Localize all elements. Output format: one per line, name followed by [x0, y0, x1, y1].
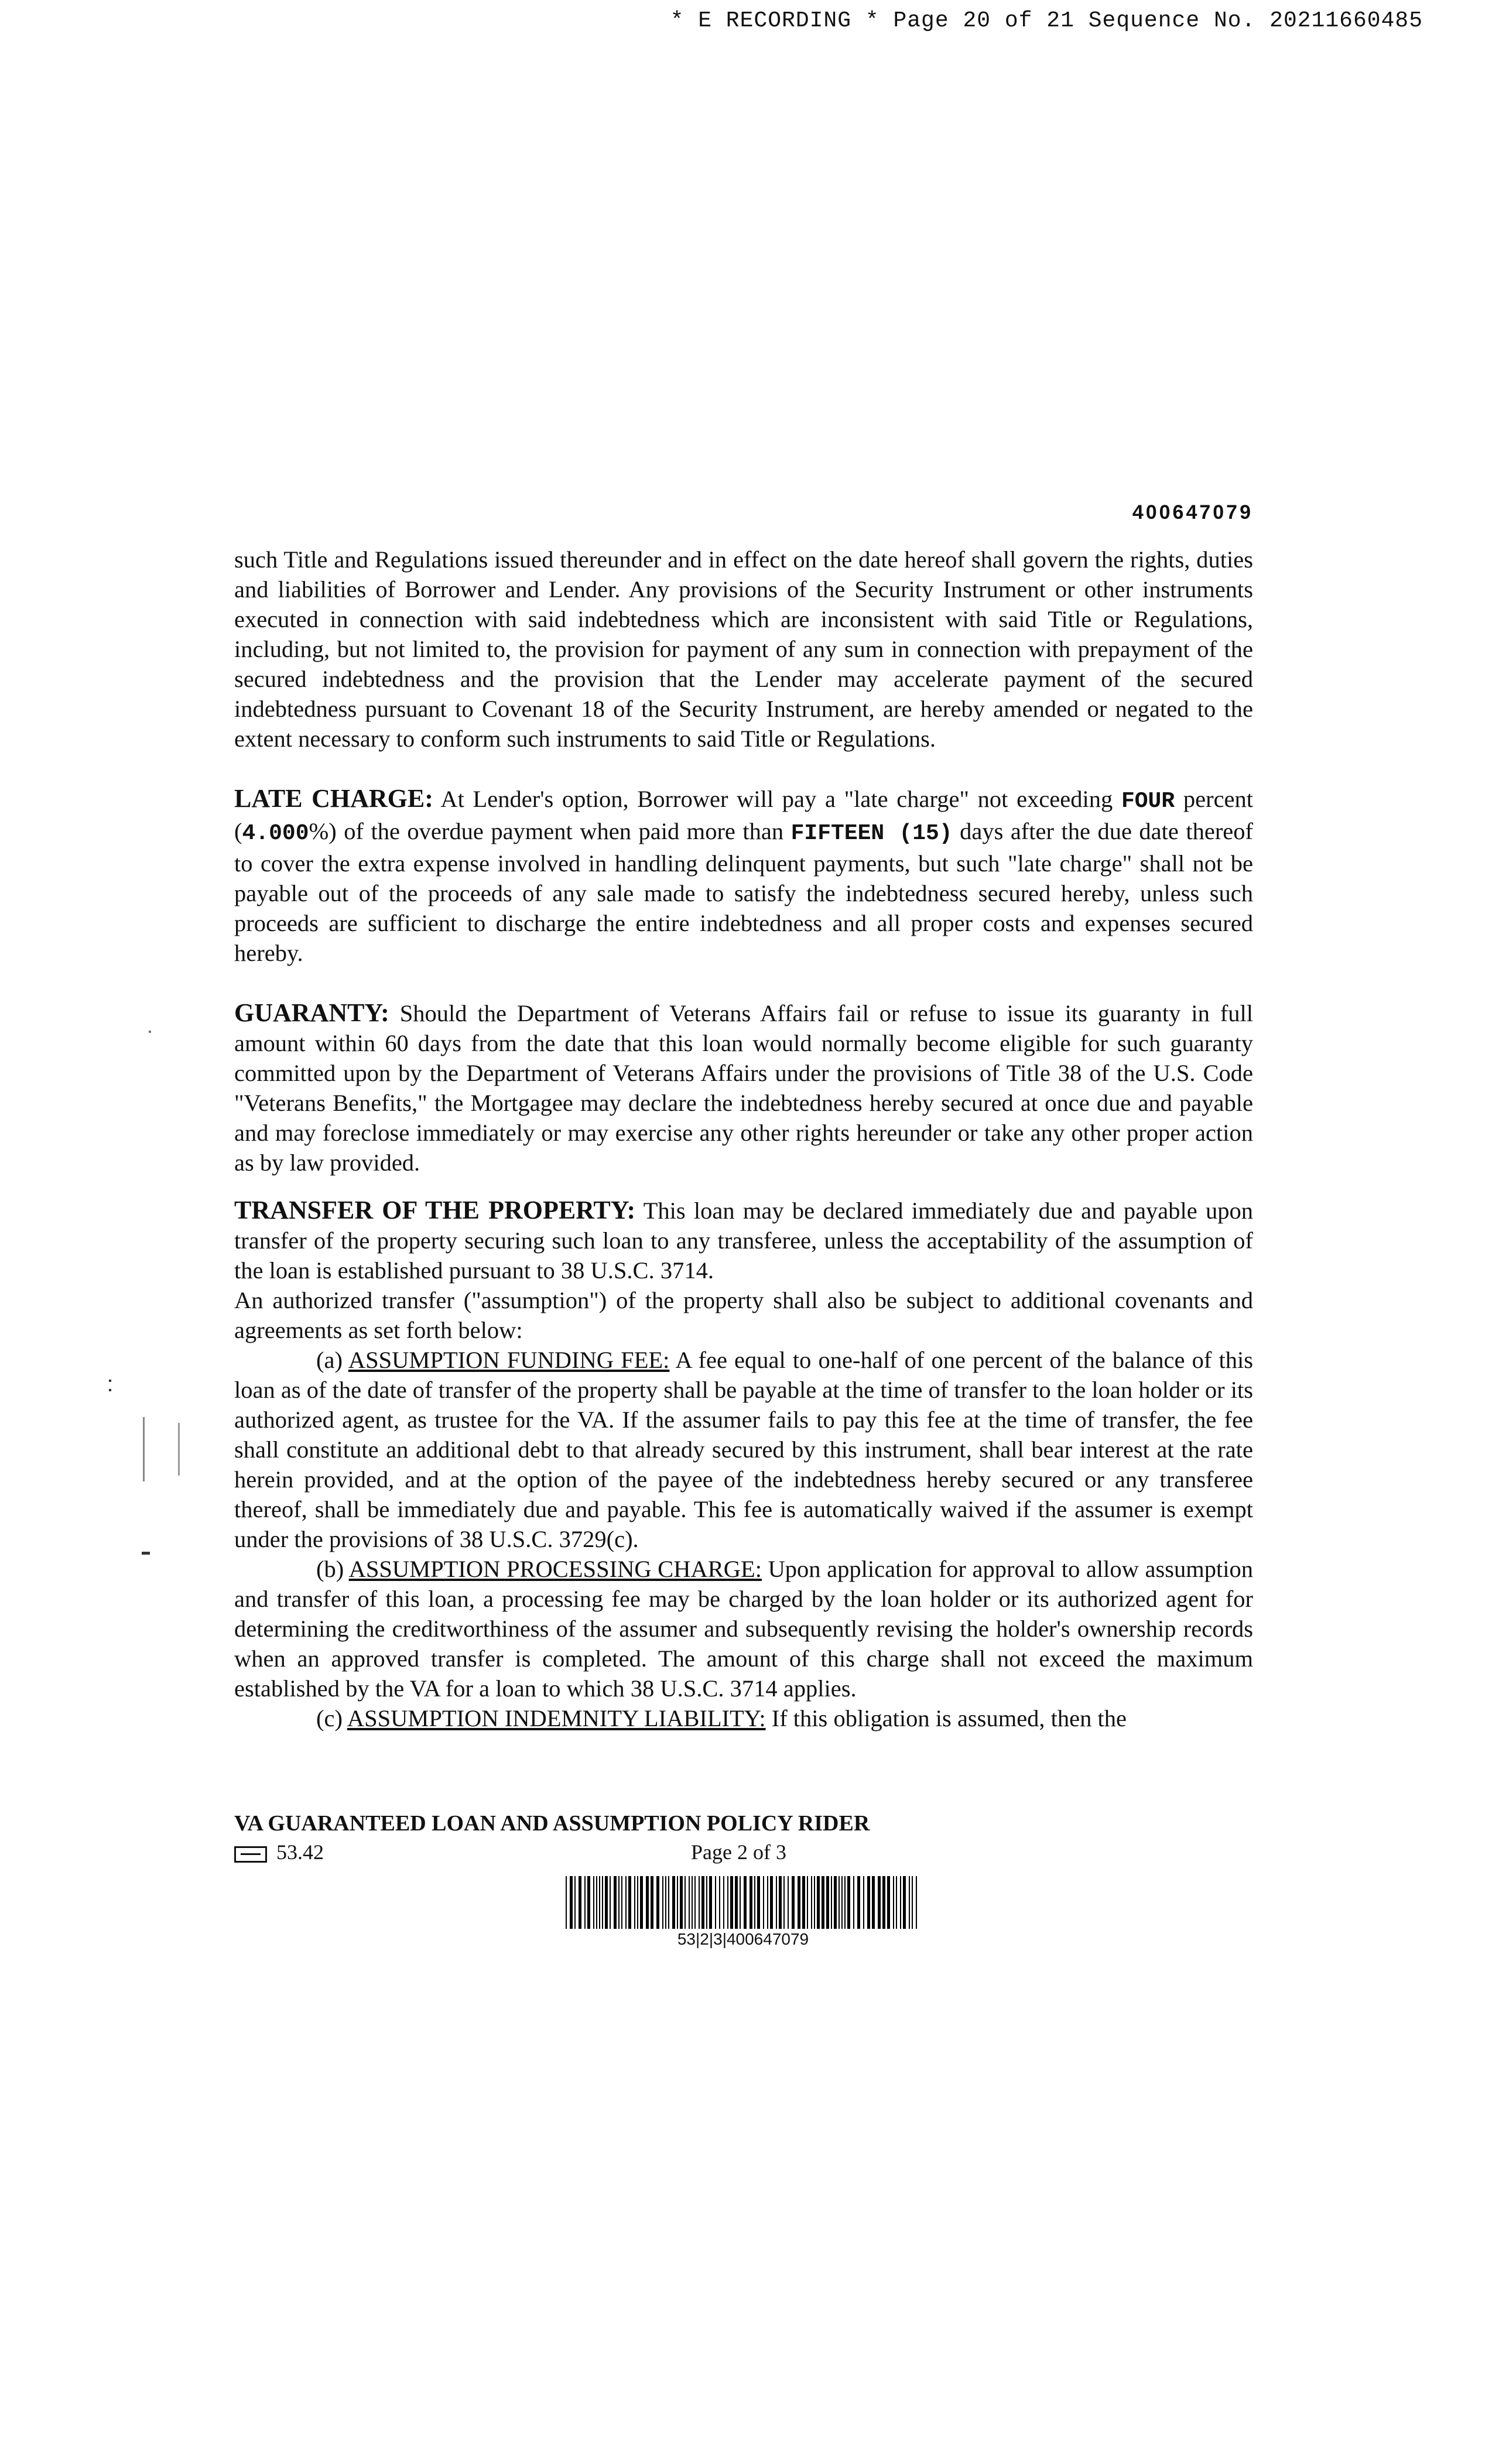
barcode-bar — [706, 1876, 707, 1929]
barcode-bar — [719, 1876, 720, 1929]
late-charge-days: FIFTEEN (15) — [790, 821, 953, 846]
barcode-bar — [665, 1876, 666, 1929]
barcode-bar — [767, 1876, 768, 1929]
barcode-bar — [887, 1876, 890, 1929]
barcode-bar — [831, 1876, 832, 1929]
item-a-paragraph — [234, 1345, 1253, 1554]
barcode-bar — [903, 1876, 906, 1929]
barcode-bar — [776, 1876, 777, 1929]
barcode-bar — [680, 1876, 683, 1929]
barcode-bar — [807, 1876, 808, 1929]
document-body — [234, 545, 1253, 1733]
barcode-bar — [750, 1876, 752, 1929]
barcode-bar — [744, 1876, 747, 1929]
barcode — [566, 1876, 920, 1929]
barcode-bar — [677, 1876, 678, 1929]
transfer-heading: TRANSFER OF THE PROPERTY: — [234, 1196, 636, 1224]
guaranty-heading: GUARANTY: — [234, 998, 389, 1027]
barcode-bar — [896, 1876, 897, 1929]
barcode-bar — [839, 1876, 840, 1929]
barcode-bar — [909, 1876, 910, 1929]
scan-speck — [109, 1389, 111, 1391]
barcode-bar — [754, 1876, 755, 1929]
barcode-bar — [621, 1876, 622, 1929]
item-b-paragraph — [234, 1554, 1253, 1703]
barcode-bar — [689, 1876, 690, 1929]
barcode-bar — [757, 1876, 760, 1929]
intro-paragraph: such Title and Regulations issued thereunder and in effect on the date hereof shall govern the rights, duties and liabilities of Borrower and Lender. Any provisions of the Security Instrument or other instruments executed in connection with said indebtedness which are inconsistent with said Title or Regulations, including, but not limited to, the provision for payment of any sum in connection with prepayment of the secured indebtedness and the provision that the Lender may accelerate payment of the secured indebtedness pursuant to Covenant 18 of the Security Instrument, are hereby amended or negated to the extent necessary to conform such instruments to said Title or Regulations. — [234, 546, 1253, 752]
barcode-bar — [847, 1876, 850, 1929]
item-a-prefix: (a) — [316, 1347, 343, 1373]
barcode-bar — [651, 1876, 653, 1929]
guaranty-paragraph — [234, 998, 1253, 1178]
barcode-bar — [610, 1876, 611, 1929]
barcode-bar — [715, 1876, 716, 1929]
form-logo-icon — [234, 1846, 267, 1863]
barcode-bar — [792, 1876, 795, 1929]
barcode-bar — [634, 1876, 635, 1929]
loan-number: 400647079 — [1132, 501, 1253, 523]
item-a-title: ASSUMPTION FUNDING FEE: — [348, 1347, 670, 1373]
barcode-bar — [709, 1876, 712, 1929]
item-c-text: If this obligation is assumed, then the — [771, 1705, 1127, 1731]
guaranty-text: Should the Department of Veterans Affairs fail or refuse to issue its guaranty in full amount within 60 days from the date that this loan would normally become eligible for such guaranty committed upon by the Department of Veterans Affairs under the provisions of Title 38 of the U.S. Code "Veterans Benefits," the Mortgagee may declare the indebtedness hereby secured at once due and payable and may foreclose immediately or may exercise any other rights hereunder or take any other proper action as by law provided. — [234, 1000, 1254, 1176]
barcode-bar — [692, 1876, 693, 1929]
barcode-bar — [593, 1876, 594, 1929]
form-title: VA GUARANTEED LOAN AND ASSUMPTION POLICY RIDER — [234, 1811, 870, 1836]
scan-speck — [143, 1417, 145, 1481]
barcode-bar — [637, 1876, 638, 1929]
barcode-bar — [740, 1876, 741, 1929]
item-b-text: Upon application for approval to allow assumption and transfer of this loan, a processing fee may be charged by the loan holder or its authorized agent for determining the creditworthiness of the assumer and subsequently revising the holder's ownership records when an approved transfer is completed. The amount of this charge shall not exceed the maximum established by the VA for a loan to which 38 U.S.C. 3714 applies. — [234, 1556, 1254, 1702]
barcode-bar — [882, 1876, 885, 1929]
barcode-bar — [599, 1876, 600, 1929]
late-charge-heading: LATE CHARGE: — [234, 784, 433, 813]
barcode-bar — [685, 1876, 686, 1929]
barcode-bar — [900, 1876, 901, 1929]
barcode-bar — [584, 1876, 586, 1929]
barcode-bar — [853, 1876, 854, 1929]
barcode-bar — [788, 1876, 789, 1929]
barcode-bar — [656, 1876, 659, 1929]
late-charge-paragraph — [234, 783, 1253, 968]
barcode-bar — [727, 1876, 728, 1929]
item-c-title: ASSUMPTION INDEMNITY LIABILITY: — [347, 1705, 766, 1731]
barcode-bar — [770, 1876, 773, 1929]
barcode-bar — [579, 1876, 581, 1929]
barcode-bar — [701, 1876, 704, 1929]
item-c-paragraph — [234, 1703, 1253, 1733]
barcode-bar — [867, 1876, 870, 1929]
barcode-bar — [723, 1876, 724, 1929]
barcode-bar — [605, 1876, 608, 1929]
page-number: Page 2 of 3 — [691, 1840, 786, 1864]
barcode-bar — [802, 1876, 805, 1929]
transfer-paragraph — [234, 1195, 1253, 1285]
barcode-bar — [841, 1876, 843, 1929]
recording-stamp: * E RECORDING * Page 20 of 21 Sequence No. 20211660485 — [670, 8, 1423, 33]
barcode-bar — [570, 1876, 573, 1929]
barcode-text: 53|2|3|400647079 — [677, 1930, 809, 1948]
scan-speck — [149, 1031, 151, 1033]
barcode-bar — [596, 1876, 597, 1929]
barcode-bar — [817, 1876, 820, 1929]
barcode-bar — [857, 1876, 860, 1929]
barcode-bar — [735, 1876, 738, 1929]
form-footer-row — [234, 1840, 960, 1864]
barcode-bar — [566, 1876, 567, 1929]
item-b-prefix: (b) — [316, 1556, 344, 1582]
item-a-text: A fee equal to one-half of one percent of the balance of this loan as of the date of transfer of the property shall be payable at the time of transfer to the loan holder or its authorized agent, as trustee for the VA. If the assumer fails to pay this fee at the time of transfer, the fee shall constitute an additional debt to that already secured by this instrument, shall bear interest at the rate herein provided, and at the option of the payee of the indebtedness hereby secured or any transferee thereof, shall be immediately due and payable. This fee is automatically waived if the assumer is exempt under the provisions of 38 U.S.C. 3729(c). — [234, 1347, 1254, 1552]
barcode-bar — [872, 1876, 875, 1929]
scan-speck — [142, 1552, 150, 1555]
barcode-bar — [699, 1876, 700, 1929]
barcode-bar — [811, 1876, 812, 1929]
barcode-bar — [878, 1876, 881, 1929]
barcode-bar — [625, 1876, 627, 1929]
barcode-bar — [916, 1876, 917, 1929]
barcode-bar — [587, 1876, 590, 1929]
barcode-bar — [614, 1876, 617, 1929]
barcode-bar — [574, 1876, 576, 1929]
barcode-bar — [826, 1876, 829, 1929]
form-number: 53.42 — [276, 1840, 324, 1864]
item-c-prefix: (c) — [316, 1705, 343, 1731]
barcode-bar — [672, 1876, 675, 1929]
barcode-bar — [893, 1876, 894, 1929]
barcode-bar — [730, 1876, 733, 1929]
barcode-bar — [834, 1876, 837, 1929]
barcode-bar — [602, 1876, 603, 1929]
barcode-bar — [798, 1876, 800, 1929]
barcode-bar — [912, 1876, 913, 1929]
late-charge-percent-value: 4.000 — [242, 821, 309, 846]
late-charge-text-1: At Lender's option, Borrower will pay a "late charge" not exceeding — [440, 786, 1113, 812]
barcode-bar — [783, 1876, 785, 1929]
barcode-bar — [694, 1876, 696, 1929]
barcode-bar — [646, 1876, 649, 1929]
transfer-text: This loan may be declared immediately due and payable upon transfer of the property securing such loan to any transferee, unless the acceptability of the assumption of the loan is established pursuant to 38 U.S.C. 3714. — [234, 1197, 1253, 1284]
late-charge-text-2: percent ( — [234, 786, 1254, 844]
item-b-title: ASSUMPTION PROCESSING CHARGE: — [348, 1556, 762, 1582]
late-charge-text-4: days after the due date thereof to cover the extra expense involved in handling delinquent payments, but such "late charge" shall not be payable out of the proceeds of any sale made to satisfy the indebtedness secured hereby, unless such proceeds are sufficient to discharge the entire indebtedness and all proper costs and expenses secured hereby. — [234, 818, 1254, 966]
transfer-paragraph-2: An authorized transfer ("assumption") of the property shall also be subject to additional covenants and agreements as set forth below: — [234, 1287, 1253, 1343]
barcode-bar — [628, 1876, 631, 1929]
late-charge-percent-words: FOUR — [1121, 789, 1175, 814]
scan-speck — [109, 1380, 111, 1382]
late-charge-text-3: %) of the overdue payment when paid more than — [309, 818, 784, 844]
barcode-bar — [763, 1876, 764, 1929]
scan-speck — [178, 1423, 180, 1476]
barcode-bar — [640, 1876, 643, 1929]
barcode-bar — [618, 1876, 620, 1929]
barcode-bar — [822, 1876, 824, 1929]
barcode-bar — [662, 1876, 663, 1929]
barcode-bar — [863, 1876, 864, 1929]
barcode-bar — [814, 1876, 815, 1929]
barcode-bar — [779, 1876, 782, 1929]
barcode-bar — [668, 1876, 669, 1929]
barcode-bar — [844, 1876, 846, 1929]
